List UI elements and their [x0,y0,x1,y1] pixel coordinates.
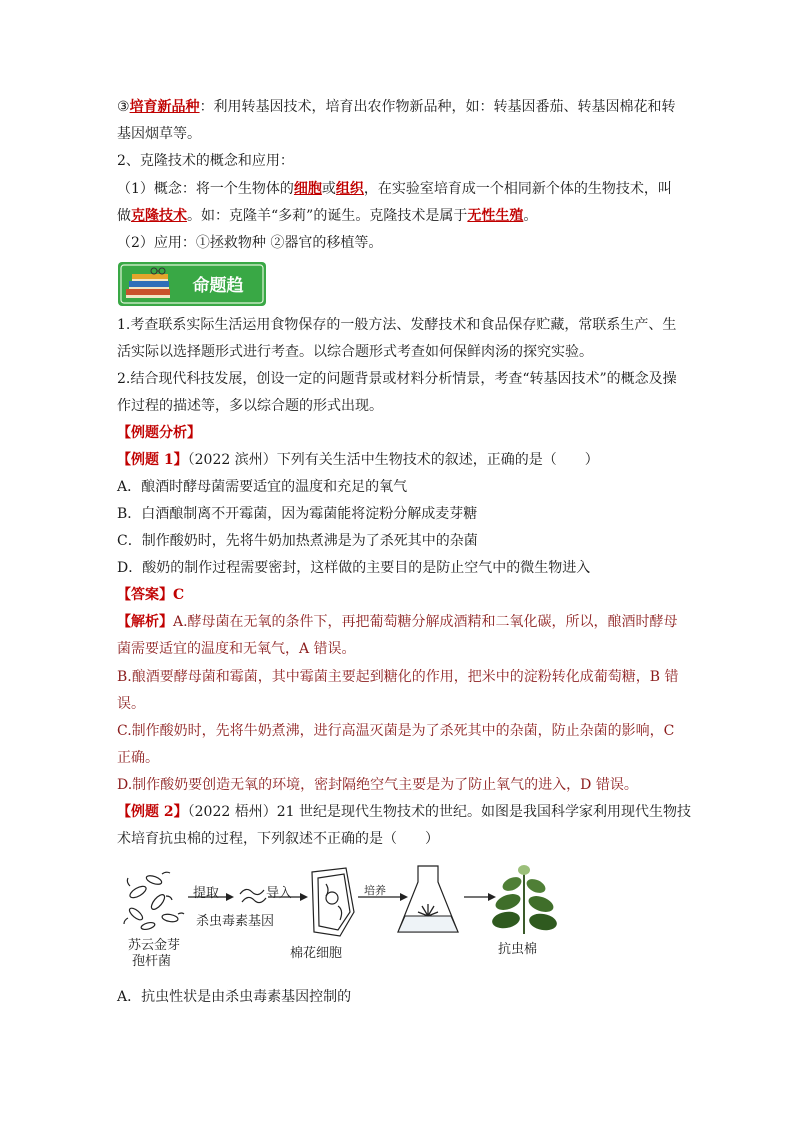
example2-option-a: A．抗虫性状是由杀虫毒素基因控制的 [117,989,352,1005]
example1-option-a: A．酿酒时酵母菌需要适宜的温度和充足的氧气 [117,479,408,495]
analysis-b-line2: 误。 [117,696,145,712]
label-import: 导入 [266,886,293,901]
analysis-a-line1: 【解析】A.酵母菌在无氧的条件下，再把葡萄糖分解成酒精和二氧化碳，所以，酿酒时酵母 [117,614,678,630]
term-tissue: 组织 [335,181,364,197]
bacteria-icon [124,872,184,931]
trend-banner [118,262,266,306]
example2-question-line1: 【例题 2】（2022 梧州）21 世纪是现代生物技术的世纪。如图是我国科学家利用现代生物技 [117,804,691,820]
example-header: 【例题分析】 [117,425,201,441]
example2-tag: 【例题 2】 [117,804,188,820]
label-extract: 提取 [193,886,220,901]
label-bacteria-line1: 苏云金芽 [128,938,181,953]
gene-fragment-icon [240,889,266,902]
gmo-item3-line2: 基因烟草等。 [117,126,201,142]
clone-concept-line2: 做克隆技术。如：克隆羊“多莉”的诞生。克隆技术是属于无性生殖。 [117,208,538,224]
label-cotton-plant: 抗虫棉 [498,942,538,957]
example1-option-d: D．酸奶的制作过程需要密封，这样做的主要目的是防止空气中的微生物进入 [117,560,591,576]
label-cotton-cell: 棉花细胞 [290,946,343,961]
cotton-plant-icon [491,865,558,934]
analysis-d: D.制作酸奶要创造无氧的环境，密封隔绝空气主要是为了防止氧气的进入，D 错误。 [117,777,638,793]
item3-term: 培育新品种 [129,99,200,115]
arrow-extract-head [226,893,234,901]
trend-item2-line2: 作过程的描述等，多以综合题的形式出现。 [117,398,383,414]
cotton-cell-icon [312,868,354,936]
trend-item2-line1: 2.结合现代科技发展，创设一定的问题背景或材料分析情景，考查“转基因技术”的概念及操 [117,371,677,387]
analysis-c-line1: C.制作酸奶时，先将牛奶煮沸，进行高温灭菌是为了杀死其中的杂菌，防止杂菌的影响，C [117,723,675,739]
label-bacteria-line2: 孢杆菌 [132,954,172,969]
arrow-grow-head [488,893,496,901]
term-cell: 细胞 [293,181,322,197]
banner-label: 命题趋 [192,276,244,296]
analysis-c-line2: 正确。 [117,750,159,766]
clone-application: （2）应用：①拯救物种 ②器官的移植等。 [117,235,383,251]
term-clone-tech: 克隆技术 [131,208,187,224]
example1-option-c: C．制作酸奶时，先将牛奶加热煮沸是为了杀死其中的杂菌 [117,533,478,549]
example1-tag: 【例题 1】 [117,452,188,468]
analysis-tag: 【解析】 [117,614,173,630]
label-gene: 杀虫毒素基因 [196,914,275,929]
trend-item1-line1: 1.考查联系实际生活运用食物保存的一般方法、发酵技术和食品保存贮藏，常联系生产、生 [117,317,677,333]
analysis-b-line1: B.酿酒要酵母菌和霉菌，其中霉菌主要起到糖化的作用，把米中的淀粉转化成葡萄糖，B 错 [117,669,679,685]
clone-heading: 2、克隆技术的概念和应用： [117,153,294,169]
example2-question-line2: 术培育抗虫棉的过程，下列叙述不正确的是（ ） [117,831,439,847]
gmo-item3-line1 [117,98,676,116]
transgenic-cotton-diagram [118,862,678,969]
arrow-import-head [300,893,308,901]
analysis-a-line2: 菌需要适宜的温度和无氧气，A 错误。 [117,641,356,657]
term-asexual: 无性生殖 [467,208,524,224]
item3-marker: ③ [117,99,130,115]
label-culture: 培养 [364,884,386,897]
culture-flask-icon [398,866,458,932]
example1-option-b: B．白酒酿制离不开霉菌，因为霉菌能将淀粉分解成麦芽糖 [117,506,478,522]
clone-concept-line1: （1）概念：将一个生物体的细胞或组织，在实验室培育成一个相同新个体的生物技术，叫 [117,181,672,197]
trend-item1-line2: 活实际以选择题形式进行考查。以综合题形式考查如何保鲜肉汤的探究实验。 [117,344,593,360]
example1-question: 【例题 1】（2022 滨州）下列有关生活中生物技术的叙述，正确的是（ ） [117,452,599,468]
arrow-culture-head [400,893,408,901]
item3-text: ：利用转基因技术，培育出农作物新品种，如：转基因番茄、转基因棉花和转 [199,99,676,115]
example1-answer: 【答案】C [117,587,185,603]
